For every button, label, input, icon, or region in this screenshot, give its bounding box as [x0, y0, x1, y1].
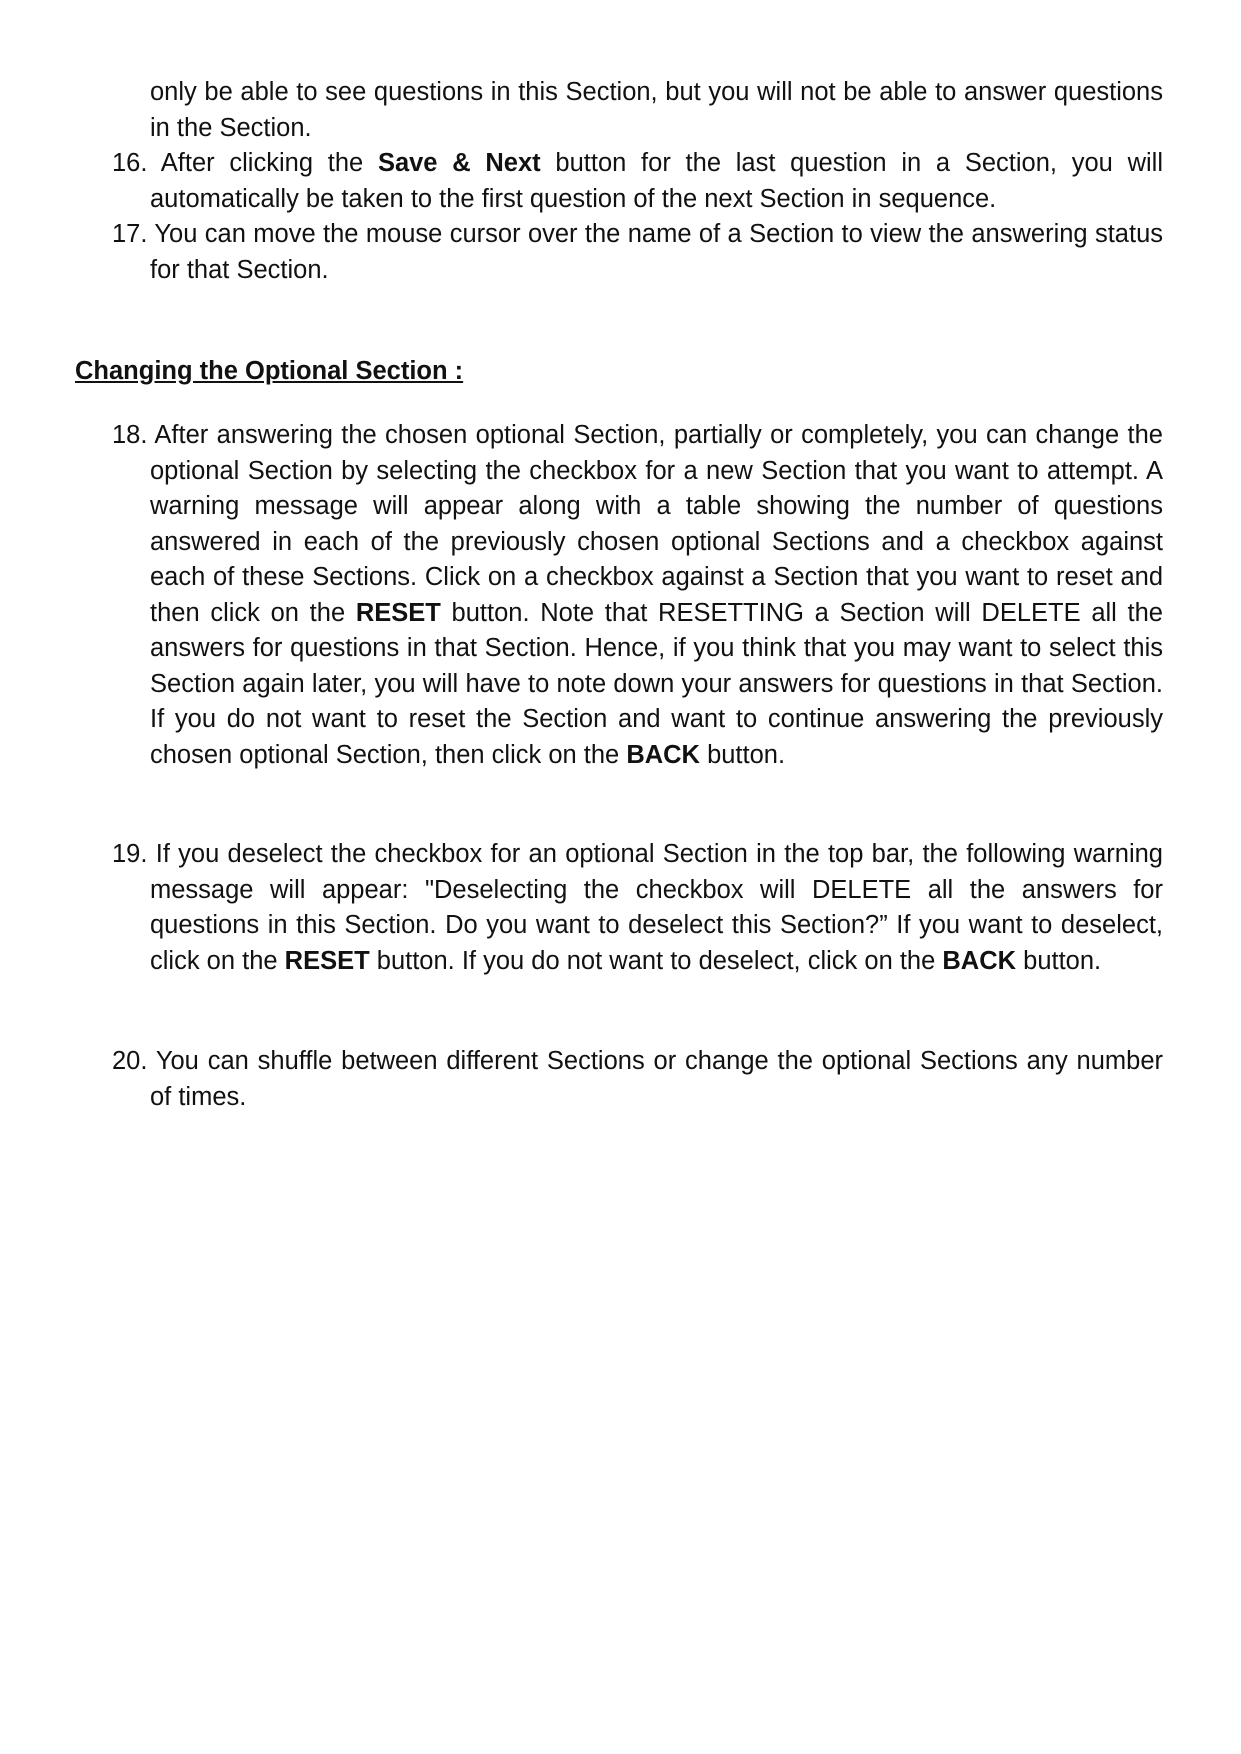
continuation-paragraph — [150, 75, 1163, 146]
list-item-17 — [112, 217, 1163, 288]
item-bold-text: BACK — [942, 946, 1017, 975]
item-text: You can shuffle between different Sections or change the optional Sections any number of times. — [150, 1047, 1163, 1111]
item-number: 17. — [112, 220, 148, 248]
item-text: If you deselect the checkbox for an optional Section in the top bar, the following warning message will appear: "Deselecting the checkbox will DELETE all the answers for questions in this Section. Do you want to deselect this Section?” If you want to deselect, click on the — [150, 840, 1163, 975]
item-number: 18. — [112, 421, 148, 449]
item-text: After clicking the — [160, 149, 378, 177]
item-text: button. Note that RESETTING a Section will DELETE all the answers for questions in that Section. Hence, if you think that you may want to select this Section again later, you will have to note down your answers for questions in that Section. If you do not want to reset the Section and want to continue answering the previously chosen optional Section, then click on the — [150, 598, 1163, 769]
item-text: button. — [699, 740, 786, 769]
item-bold-text: Save & Next — [377, 149, 541, 177]
item-number: 16. — [112, 149, 148, 177]
item-text: After answering the chosen optional Section, partially or completely, you can change the optional Section by selecting the checkbox for a new Section that you want to attempt. A warning message will appear along with a table showing the number of questions answered in each of the previously chosen optional Sections and a checkbox against each of these Sections. Click on a checkbox against a Section that you want to reset and then click on the — [150, 421, 1163, 627]
list-item-16 — [112, 146, 1163, 217]
list-item-20 — [112, 1044, 1163, 1115]
item-bold-text: RESET — [284, 946, 370, 975]
item-text: You can move the mouse cursor over the name of a Section to view the answering status for that Section. — [150, 220, 1164, 284]
item-text: button for the last question in a Section, you will automatically be taken to the first question of the next Section in sequence. — [150, 149, 1163, 213]
item-number: 19. — [112, 840, 148, 868]
list-item-18 — [112, 418, 1163, 773]
item-bold-text: BACK — [626, 740, 700, 769]
item-text: button. If you do not want to deselect, click on the — [369, 946, 943, 975]
item-bold-text: RESET — [355, 598, 441, 627]
item-number: 20. — [112, 1047, 148, 1075]
item-text: button. — [1016, 946, 1102, 975]
continuation-text: only be able to see questions in this Section, but you will not be able to answer questions in the Section. — [150, 78, 1163, 142]
list-item-19 — [112, 837, 1163, 979]
section-heading: Changing the Optional Section : — [75, 357, 464, 385]
